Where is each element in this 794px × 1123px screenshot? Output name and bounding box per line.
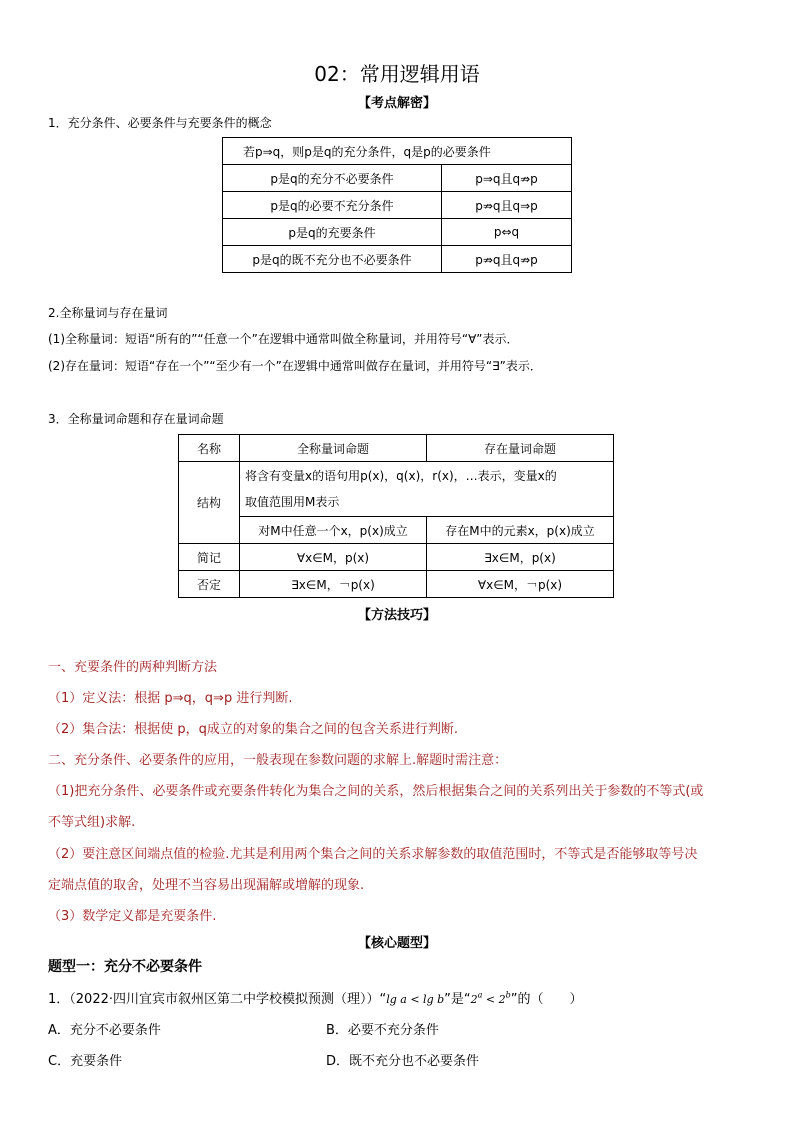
math-exp-base: 2	[470, 993, 478, 1006]
method-line-4b: 定端点值的取舍，处理不当容易出现漏解或增解的现象.	[48, 878, 365, 893]
structure-line-2: 取值范围用M表示	[245, 495, 340, 509]
structure-universal: 对M中任意一个x，p(x)成立	[240, 517, 427, 544]
item-3-heading: 3．全称量词命题和存在量词命题	[48, 412, 224, 426]
question-type-heading: 题型一：充分不必要条件	[48, 959, 202, 975]
row-label-structure: 结构	[179, 462, 240, 544]
question-stem-part: ”是“	[444, 992, 471, 1007]
question-stem-part: 1．（2022·四川宜宾市叙州区第二中学校模拟预测（理））“	[48, 992, 387, 1007]
method-heading-1: 一、充要条件的两种判断方法	[48, 660, 218, 675]
math-exp-b: b	[505, 990, 511, 1000]
negation-existential: ∀x∈M，￢p(x)	[427, 571, 614, 598]
option-c: C．充要条件	[48, 1054, 123, 1069]
method-line-3a: （1)把充分条件、必要条件或充要条件转化为集合之间的关系，然后根据集合之间的关系列出关于参数的不等式(或	[48, 784, 704, 799]
row-label-negation: 否定	[179, 571, 240, 598]
math-exp-mid: < 2	[482, 993, 506, 1006]
math-log-inequality: lg a < lg b	[386, 993, 445, 1006]
condition-cell: p⇏q且q⇒p	[442, 192, 572, 219]
method-heading-2: 二、充分条件、必要条件的应用，一般表现在参数问题的求解上.解题时需注意：	[48, 753, 508, 768]
negation-universal: ∃x∈M，￢p(x)	[240, 571, 427, 598]
option-b: B．必要不充分条件	[326, 1023, 439, 1038]
notation-universal: ∀x∈M，p(x)	[240, 544, 427, 571]
section-heading-hexin: 【核心题型】	[357, 936, 436, 951]
quantifier-table	[178, 434, 614, 598]
condition-cell: p是q的充要条件	[223, 219, 442, 246]
option-d: D．既不充分也不必要条件	[326, 1054, 480, 1069]
table-header-existential: 存在量词命题	[427, 435, 614, 462]
section-heading-kaodian: 【考点解密】	[357, 96, 436, 111]
structure-description	[240, 462, 614, 517]
option-a: A．充分不必要条件	[48, 1023, 161, 1038]
section-heading-fangfa: 【方法技巧】	[357, 608, 436, 623]
structure-line-1: 将含有变量x的语句用p(x)，q(x)，r(x)，…表示，变量x的	[245, 469, 557, 483]
condition-table	[222, 137, 572, 273]
condition-cell: p⇔q	[442, 219, 572, 246]
question-stem-part: ”的（ ）	[510, 992, 583, 1007]
row-label-notation: 简记	[179, 544, 240, 571]
page-title: 02：常用逻辑用语	[314, 62, 480, 86]
method-line-2: （2）集合法：根据使 p，q成立的对象的集合之间的包含关系进行判断.	[48, 722, 459, 737]
structure-existential: 存在M中的元素x，p(x)成立	[427, 517, 614, 544]
table-header-name: 名称	[179, 435, 240, 462]
item-1-heading: 1．充分条件、必要条件与充要条件的概念	[48, 116, 272, 130]
method-line-1: （1）定义法：根据 p⇒q，q⇒p 进行判断.	[48, 691, 293, 706]
method-line-5: （3）数学定义都是充要条件.	[48, 909, 217, 924]
table-header-universal: 全称量词命题	[240, 435, 427, 462]
notation-existential: ∃x∈M，p(x)	[427, 544, 614, 571]
method-line-3b: 不等式组)求解.	[48, 815, 136, 830]
universal-quantifier-text: (1)全称量词：短语“所有的”“任意一个”在逻辑中通常叫做全称量词，并用符号“∀”表示．	[48, 332, 519, 346]
math-exp-a: a	[477, 990, 483, 1000]
existential-quantifier-text: (2)存在量词：短语“存在一个”“至少有一个”在逻辑中通常叫做存在量词，并用符号“∃”表示．	[48, 359, 542, 373]
question-1-stem	[48, 988, 583, 1007]
condition-cell: p是q的充分不必要条件	[223, 165, 442, 192]
condition-cell: p是q的必要不充分条件	[223, 192, 442, 219]
item-2-heading: 2.全称量词与存在量词	[48, 306, 168, 320]
method-line-4a: （2）要注意区间端点值的检验.尤其是利用两个集合之间的关系求解参数的取值范围时，不等式是否能够取等号决	[48, 847, 698, 862]
condition-cell: p⇒q且q⇏p	[442, 165, 572, 192]
condition-cell: p⇏q且q⇏p	[442, 246, 572, 273]
condition-table-header: 若p⇒q，则p是q的充分条件，q是p的必要条件	[223, 138, 572, 165]
condition-cell: p是q的既不充分也不必要条件	[223, 246, 442, 273]
